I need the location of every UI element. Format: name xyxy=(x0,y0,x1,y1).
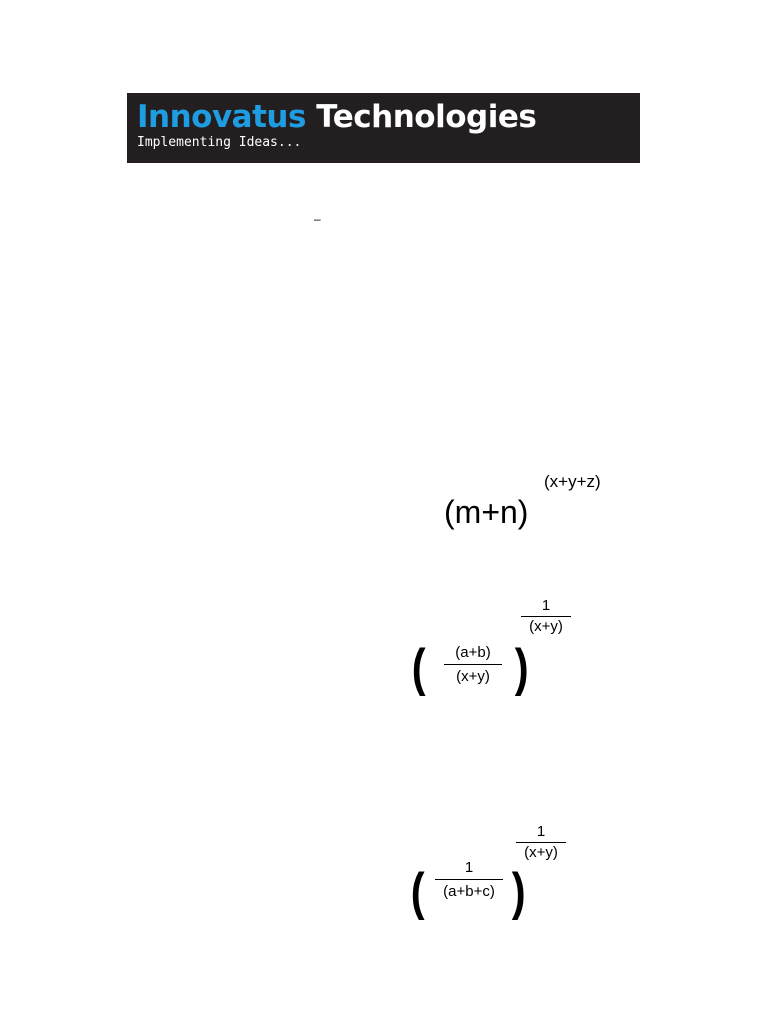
equation-2-exponent xyxy=(521,597,571,636)
equation-3-fraction xyxy=(435,859,503,901)
equation-3-exponent-denominator: (x+y) xyxy=(524,844,558,861)
equation-1-exponent: (x+y+z) xyxy=(544,472,601,491)
equation-2-open-paren: ( xyxy=(411,639,426,697)
brand-name xyxy=(137,99,536,135)
equation-2-close-paren: ) xyxy=(514,639,529,697)
equation-2-denominator: (x+y) xyxy=(456,668,490,685)
equation-3-numerator: 1 xyxy=(435,859,503,880)
equation-2-exponent-numerator: 1 xyxy=(521,597,571,617)
dash-marker: – xyxy=(314,212,321,226)
equation-3-denominator: (a+b+c) xyxy=(443,883,495,900)
equation-3-exponent-numerator: 1 xyxy=(516,823,566,843)
equation-2-exponent-denominator: (x+y) xyxy=(529,618,563,635)
equation-3-open-paren: ( xyxy=(410,863,425,921)
equation-2-numerator: (a+b) xyxy=(444,644,502,665)
logo-banner xyxy=(127,93,640,163)
equation-1-base: (m+n) xyxy=(444,494,529,530)
brand-name-innovatus: Innovatus xyxy=(137,99,306,135)
brand-tagline: Implementing Ideas... xyxy=(137,135,302,150)
equation-2-fraction xyxy=(444,644,502,686)
equation-3-exponent xyxy=(516,823,566,862)
equation-3-close-paren: ) xyxy=(511,863,526,921)
brand-name-technologies: Technologies xyxy=(305,99,537,135)
